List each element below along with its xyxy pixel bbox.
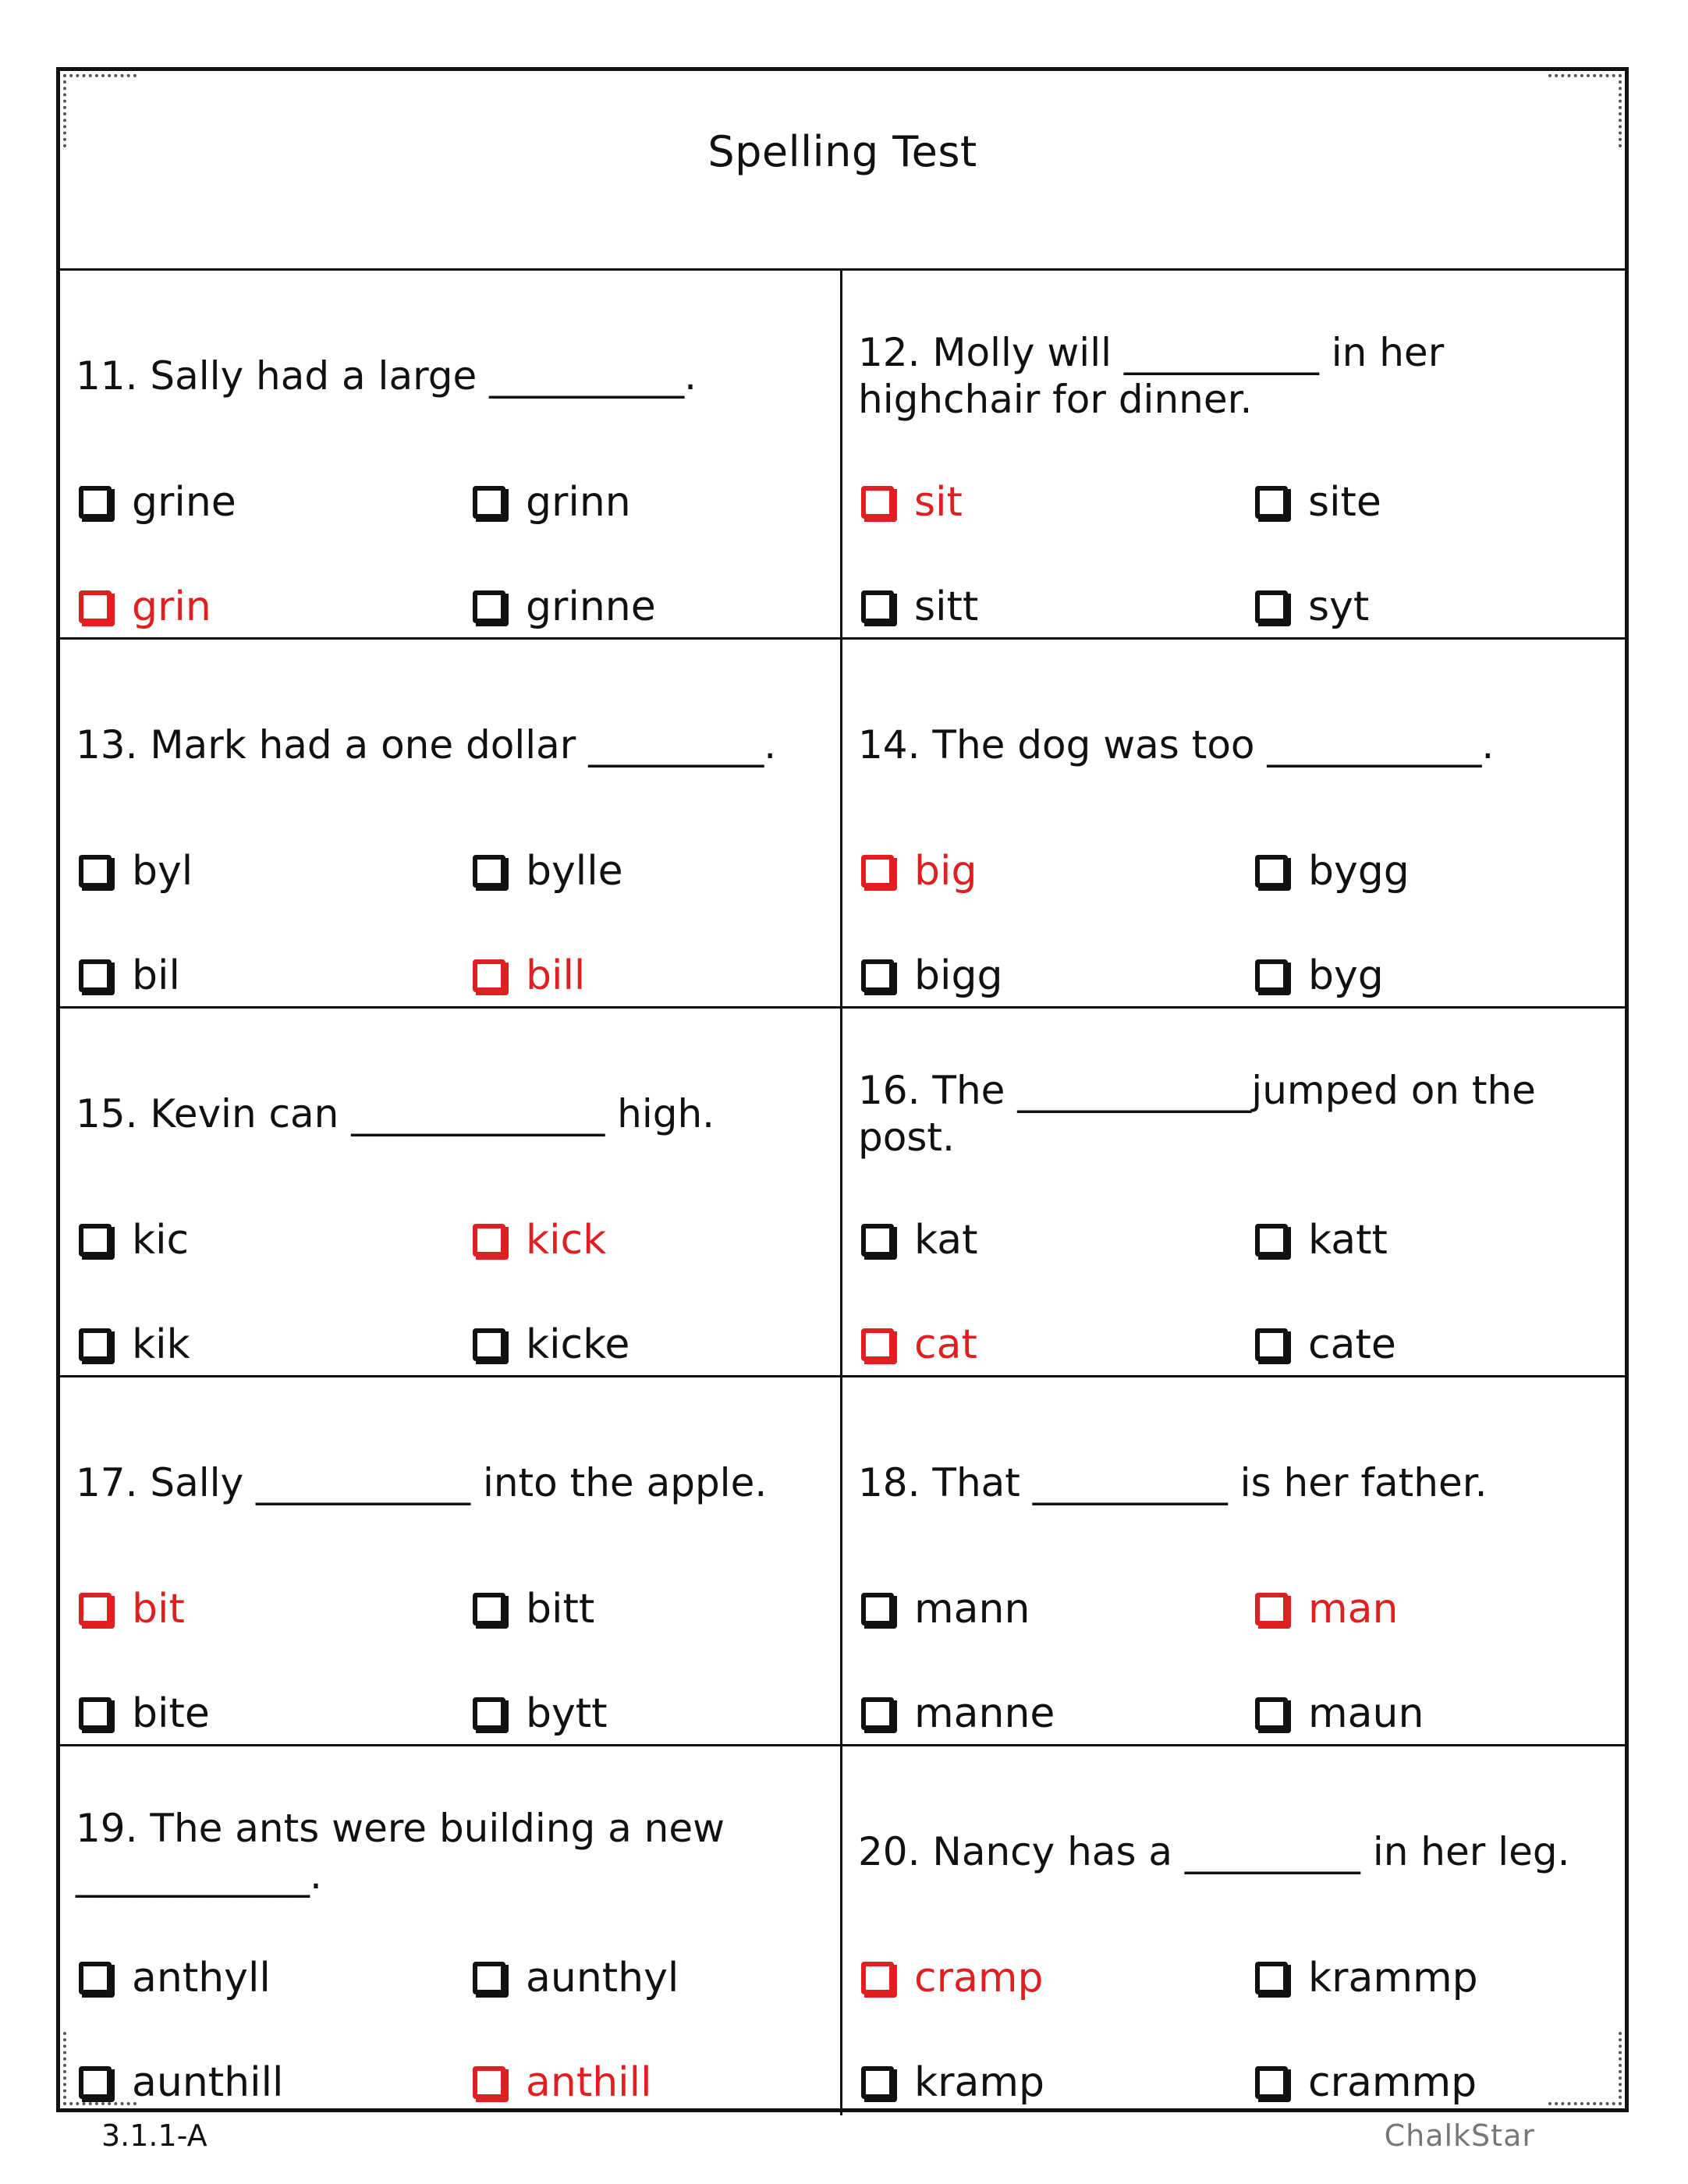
- answer-option[interactable]: [79, 819, 473, 924]
- answer-option-label: big: [914, 848, 977, 895]
- checkbox-icon[interactable]: [1255, 855, 1288, 888]
- checkbox-icon[interactable]: [861, 1224, 894, 1257]
- answer-option[interactable]: [861, 2030, 1255, 2135]
- question-cell: [60, 1009, 842, 1377]
- answer-option-label: site: [1308, 479, 1381, 526]
- answer-option-label: aunthill: [132, 2059, 284, 2106]
- question-prompt: 17. Sally ___________ into the apple.: [76, 1460, 768, 1505]
- answer-option-label: man: [1308, 1586, 1399, 1633]
- answer-option-label: byl: [132, 848, 193, 895]
- question-prompt: 16. The ____________jumped on the post.: [858, 1068, 1536, 1160]
- answer-option[interactable]: [1255, 1926, 1606, 2030]
- checkbox-icon[interactable]: [861, 486, 894, 519]
- checkbox-icon[interactable]: [473, 2066, 505, 2099]
- checkbox-icon[interactable]: [1255, 1224, 1288, 1257]
- checkbox-icon[interactable]: [473, 855, 505, 888]
- answer-option[interactable]: [1255, 450, 1606, 555]
- footer-brand: ChalkStar: [1384, 2118, 1535, 2153]
- question-prompt: 15. Kevin can _____________ high.: [76, 1091, 715, 1136]
- checkbox-icon[interactable]: [473, 486, 505, 519]
- answer-option[interactable]: [473, 1557, 821, 1661]
- answer-option[interactable]: [79, 1557, 473, 1661]
- answer-option-label: kick: [526, 1217, 607, 1264]
- answer-option-label: bitt: [526, 1586, 595, 1633]
- checkbox-icon[interactable]: [861, 1328, 894, 1361]
- answer-option-label: kat: [914, 1217, 978, 1264]
- question-cell: [60, 271, 842, 640]
- answer-option-label: sitt: [914, 583, 979, 630]
- answer-option[interactable]: [861, 819, 1255, 924]
- checkbox-icon[interactable]: [473, 1224, 505, 1257]
- question-prompt: 12. Molly will __________ in her highchair for dinner.: [858, 330, 1445, 422]
- answer-option-label: kicke: [526, 1321, 630, 1368]
- question-prompt: 20. Nancy has a _________ in her leg.: [858, 1829, 1570, 1874]
- answer-option-label: bytt: [526, 1690, 608, 1737]
- answer-option-label: grinne: [526, 583, 656, 630]
- answer-option[interactable]: [1255, 1557, 1606, 1661]
- checkbox-icon[interactable]: [79, 590, 112, 623]
- checkbox-icon[interactable]: [861, 590, 894, 623]
- checkbox-icon[interactable]: [861, 1962, 894, 1994]
- question-cell: [842, 271, 1625, 640]
- answer-option-label: bygg: [1308, 848, 1410, 895]
- question-prompt: 11. Sally had a large __________.: [76, 353, 697, 399]
- answer-option-label: cate: [1308, 1321, 1396, 1368]
- checkbox-icon[interactable]: [79, 959, 112, 992]
- answer-option[interactable]: [861, 1926, 1255, 2030]
- answer-option-label: syt: [1308, 583, 1370, 630]
- answer-option-label: cat: [914, 1321, 977, 1368]
- answer-option-label: cramp: [914, 1955, 1044, 2001]
- answer-option[interactable]: [861, 450, 1255, 555]
- answer-option-label: bil: [132, 952, 180, 999]
- checkbox-icon[interactable]: [1255, 959, 1288, 992]
- answer-option[interactable]: [79, 450, 473, 555]
- answer-option-label: crammp: [1308, 2059, 1477, 2106]
- answer-option-label: krammp: [1308, 1955, 1478, 2001]
- checkbox-icon[interactable]: [79, 486, 112, 519]
- checkbox-icon[interactable]: [79, 2066, 112, 2099]
- checkbox-icon[interactable]: [861, 855, 894, 888]
- answer-option-label: bit: [132, 1586, 185, 1633]
- checkbox-icon[interactable]: [1255, 1328, 1288, 1361]
- checkbox-icon[interactable]: [473, 1697, 505, 1730]
- answer-option-label: sit: [914, 479, 963, 526]
- checkbox-icon[interactable]: [79, 1328, 112, 1361]
- checkbox-icon[interactable]: [473, 1962, 505, 1994]
- answer-options: [861, 1188, 1606, 1397]
- question-prompt: 14. The dog was too ___________.: [858, 722, 1495, 768]
- answer-option[interactable]: [79, 1188, 473, 1292]
- answer-option-label: byg: [1308, 952, 1384, 999]
- answer-option-label: anthyll: [132, 1955, 271, 2001]
- answer-option[interactable]: [861, 1188, 1255, 1292]
- answer-option[interactable]: [473, 1188, 821, 1292]
- question-cell: [60, 1377, 842, 1746]
- answer-option-label: bigg: [914, 952, 1003, 999]
- answer-option[interactable]: [473, 2030, 821, 2135]
- question-cell: [842, 640, 1625, 1009]
- question-prompt: 13. Mark had a one dollar _________.: [76, 722, 777, 768]
- question-prompt: 19. The ants were building a new ____________.: [76, 1806, 725, 1898]
- checkbox-icon[interactable]: [473, 590, 505, 623]
- question-prompt: 18. That __________ is her father.: [858, 1460, 1488, 1505]
- question-grid: [60, 271, 1625, 2115]
- answer-option-label: kic: [132, 1217, 190, 1264]
- answer-option[interactable]: [861, 1557, 1255, 1661]
- checkbox-icon[interactable]: [473, 1328, 505, 1361]
- checkbox-icon[interactable]: [861, 1697, 894, 1730]
- answer-option[interactable]: [79, 1926, 473, 2030]
- page-title: Spelling Test: [707, 127, 977, 176]
- checkbox-icon[interactable]: [79, 1697, 112, 1730]
- question-cell: [842, 1746, 1625, 2115]
- answer-option-label: bite: [132, 1690, 210, 1737]
- answer-option-label: mann: [914, 1586, 1030, 1633]
- checkbox-icon[interactable]: [1255, 1593, 1288, 1626]
- answer-options: [861, 1557, 1606, 1766]
- title-row: [60, 71, 1625, 271]
- checkbox-icon[interactable]: [1255, 1697, 1288, 1730]
- answer-option[interactable]: [473, 819, 821, 924]
- checkbox-icon[interactable]: [79, 855, 112, 888]
- spelling-test-sheet: [56, 67, 1629, 2112]
- answer-option-label: grine: [132, 479, 236, 526]
- answer-options: [79, 450, 821, 659]
- question-cell: [60, 640, 842, 1009]
- checkbox-icon[interactable]: [1255, 486, 1288, 519]
- answer-options: [79, 1188, 821, 1397]
- answer-option-label: manne: [914, 1690, 1055, 1737]
- checkbox-icon[interactable]: [861, 1593, 894, 1626]
- checkbox-icon[interactable]: [861, 959, 894, 992]
- answer-options: [79, 1557, 821, 1766]
- checkbox-icon[interactable]: [1255, 590, 1288, 623]
- answer-option[interactable]: [473, 1926, 821, 2030]
- checkbox-icon[interactable]: [861, 2066, 894, 2099]
- answer-option-label: grin: [132, 583, 211, 630]
- answer-option-label: aunthyl: [526, 1955, 679, 2001]
- question-cell: [842, 1377, 1625, 1746]
- checkbox-icon[interactable]: [79, 1224, 112, 1257]
- answer-option[interactable]: [1255, 819, 1606, 924]
- answer-option-label: bylle: [526, 848, 623, 895]
- question-cell: [60, 1746, 842, 2115]
- footer-code: 3.1.1-A: [101, 2118, 207, 2153]
- question-cell: [842, 1009, 1625, 1377]
- checkbox-icon[interactable]: [1255, 1962, 1288, 1994]
- answer-option-label: kik: [132, 1321, 190, 1368]
- answer-option[interactable]: [1255, 1188, 1606, 1292]
- checkbox-icon[interactable]: [473, 959, 505, 992]
- checkbox-icon[interactable]: [79, 1962, 112, 1994]
- answer-options: [79, 819, 821, 1028]
- answer-option-label: grinn: [526, 479, 631, 526]
- answer-options: [79, 1926, 821, 2135]
- answer-option[interactable]: [473, 450, 821, 555]
- checkbox-icon[interactable]: [1255, 2066, 1288, 2099]
- checkbox-icon[interactable]: [473, 1593, 505, 1626]
- answer-option-label: anthill: [526, 2059, 652, 2106]
- answer-option-label: bill: [526, 952, 586, 999]
- checkbox-icon[interactable]: [79, 1593, 112, 1626]
- answer-options: [861, 819, 1606, 1028]
- answer-option-label: katt: [1308, 1217, 1388, 1264]
- answer-option-label: kramp: [914, 2059, 1045, 2106]
- answer-option-label: maun: [1308, 1690, 1424, 1737]
- answer-options: [861, 450, 1606, 659]
- answer-options: [861, 1926, 1606, 2135]
